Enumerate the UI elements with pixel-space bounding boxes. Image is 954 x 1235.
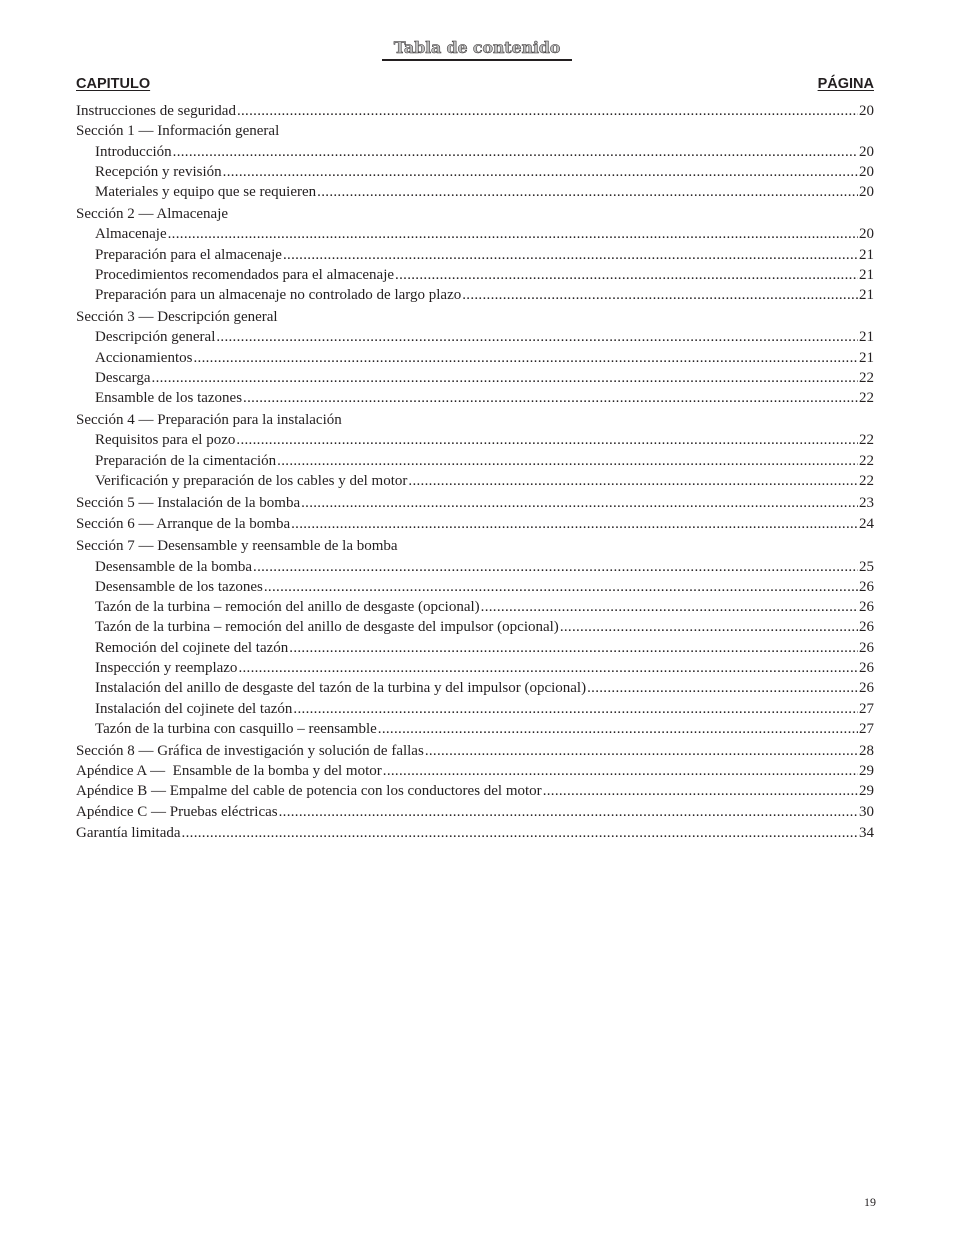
toc-warranty[interactable]: Garantía limitada ..... 34	[76, 823, 874, 843]
toc-entry-security[interactable]: Instrucciones de seguridad ..... 20	[76, 101, 874, 121]
toc-entry[interactable]: Inspección y reemplazo ..... 26	[76, 658, 874, 678]
toc-section-8[interactable]: Sección 8 — Gráfica de investigación y solución de fallas ..... 28	[76, 741, 874, 761]
toc-section-1: Sección 1 — Información general	[76, 123, 280, 140]
toc-section-5[interactable]: Sección 5 — Instalación de la bomba ..... 23	[76, 493, 874, 513]
toc-section-2: Sección 2 — Almacenaje	[76, 205, 229, 222]
toc-entry[interactable]: Tazón de la turbina – remoción del anillo de desgaste (opcional) ..... 26	[76, 597, 874, 617]
toc-entry[interactable]: Ensamble de los tazones ..... 22	[76, 388, 874, 408]
toc-entry[interactable]: Introducción ..... 20	[76, 142, 874, 162]
toc-entry[interactable]: Remoción del cojinete del tazón ..... 26	[76, 638, 874, 658]
title-wrapper	[0, 38, 954, 61]
page-column-header: PÁGINA	[817, 76, 874, 92]
toc-entry[interactable]: Recepción y revisión ..... 20	[76, 162, 874, 182]
toc-appendix-c[interactable]: Apéndice C — Pruebas eléctricas ..... 30	[76, 802, 874, 822]
toc-section-3: Sección 3 — Descripción general	[76, 308, 278, 325]
toc-entry[interactable]: Descripción general ..... 21	[76, 327, 874, 347]
page-title: Tabla de contenido	[382, 38, 572, 61]
toc-section-6[interactable]: Sección 6 — Arranque de la bomba ..... 24	[76, 514, 874, 534]
toc-entry[interactable]: Preparación para el almacenaje ..... 21	[76, 245, 874, 265]
toc-entry[interactable]: Instalación del cojinete del tazón ..... 27	[76, 699, 874, 719]
toc-entry[interactable]: Tazón de la turbina – remoción del anillo de desgaste del impulsor (opcional) ..... 26	[76, 617, 874, 637]
column-header-row	[76, 76, 874, 92]
toc-entry[interactable]: Requisitos para el pozo ..... 22	[76, 430, 874, 450]
toc-entry[interactable]: Procedimientos recomendados para el almacenaje ..... 21	[76, 265, 874, 285]
toc-entry[interactable]: Almacenaje ..... 20	[76, 224, 874, 244]
toc-appendix-b[interactable]: Apéndice B — Empalme del cable de potencia con los conductores del motor ..... 29	[76, 781, 874, 801]
toc-entry[interactable]: Desensamble de los tazones ..... 26	[76, 577, 874, 597]
toc-section-4: Sección 4 — Preparación para la instalación	[76, 411, 342, 428]
table-of-contents	[76, 101, 874, 844]
toc-entry[interactable]: Preparación para un almacenaje no controlado de largo plazo ..... 21	[76, 285, 874, 305]
toc-entry[interactable]: Accionamientos ..... 21	[76, 348, 874, 368]
toc-entry[interactable]: Descarga ..... 22	[76, 368, 874, 388]
toc-entry[interactable]: Preparación de la cimentación ..... 22	[76, 451, 874, 471]
toc-entry[interactable]: Instalación del anillo de desgaste del tazón de la turbina y del impulsor (opcional) ..... 26	[76, 678, 874, 698]
toc-entry[interactable]: Verificación y preparación de los cables y del motor ..... 22	[76, 471, 874, 491]
toc-entry[interactable]: Tazón de la turbina con casquillo – reensamble ..... 27	[76, 719, 874, 739]
toc-section-7: Sección 7 — Desensamble y reensamble de la bomba	[76, 538, 398, 555]
toc-appendix-a[interactable]: Apéndice A — Ensamble de la bomba y del motor ..... 29	[76, 761, 874, 781]
page-number: 19	[864, 1195, 876, 1209]
toc-entry[interactable]: Desensamble de la bomba ..... 25	[76, 557, 874, 577]
chapter-column-header: CAPITULO	[76, 76, 151, 92]
toc-entry[interactable]: Materiales y equipo que se requieren ..... 20	[76, 182, 874, 202]
